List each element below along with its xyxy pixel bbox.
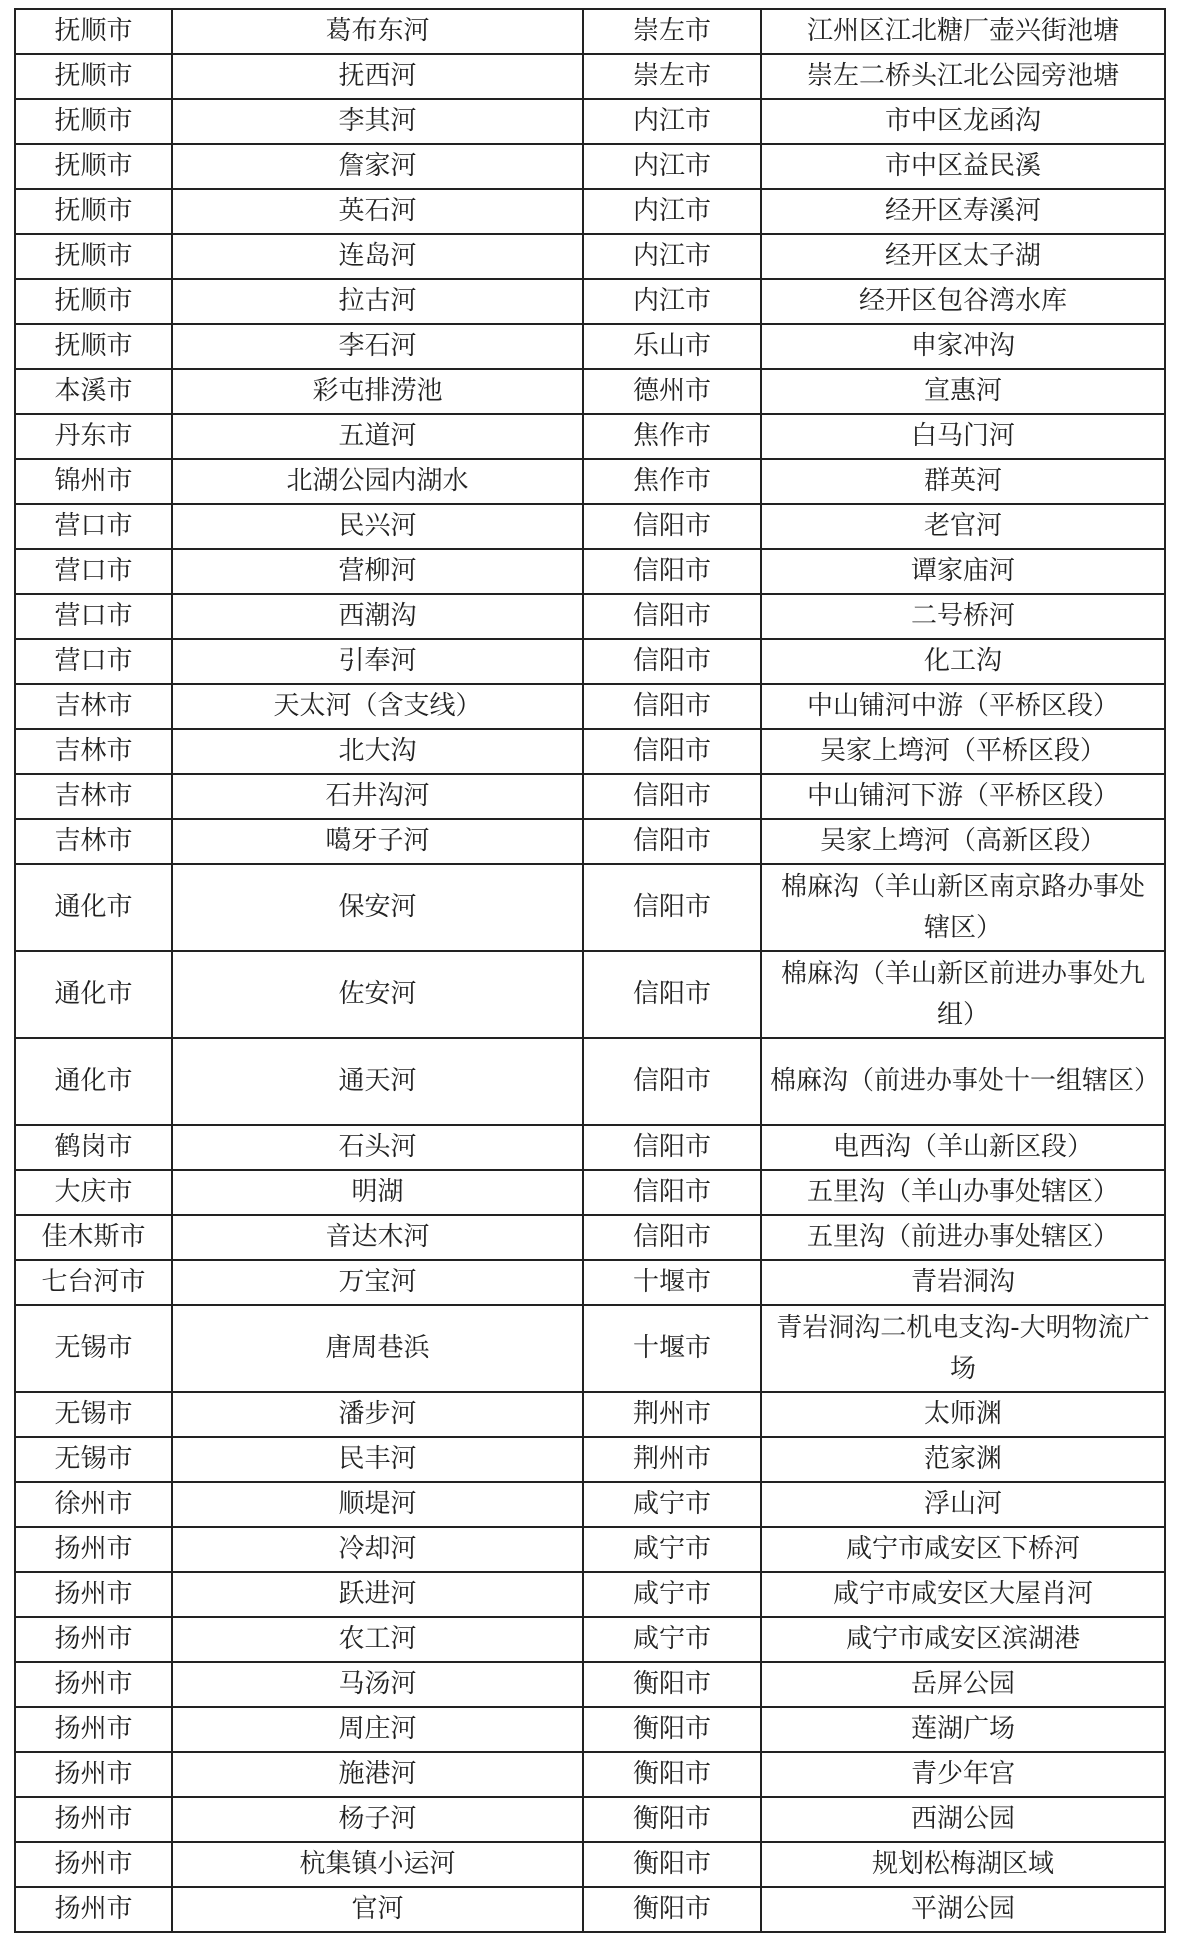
- city-cell: 大庆市: [15, 1170, 172, 1215]
- table-row: [15, 144, 1165, 189]
- city-cell: 扬州市: [15, 1842, 172, 1887]
- table-row: [15, 864, 1165, 951]
- river-cell: 经开区太子湖: [761, 234, 1165, 279]
- table-body: [15, 9, 1165, 1932]
- river-cell: 石头河: [172, 1125, 583, 1170]
- table-row: [15, 819, 1165, 864]
- river-cell: 唐周巷浜: [172, 1305, 583, 1392]
- city-cell: 无锡市: [15, 1305, 172, 1392]
- city-cell: 咸宁市: [583, 1527, 761, 1572]
- river-cell: 李石河: [172, 324, 583, 369]
- city-cell: 内江市: [583, 99, 761, 144]
- table-row: [15, 414, 1165, 459]
- table-row: [15, 1125, 1165, 1170]
- city-cell: 衡阳市: [583, 1887, 761, 1932]
- city-cell: 抚顺市: [15, 99, 172, 144]
- city-cell: 丹东市: [15, 414, 172, 459]
- river-cell: 杭集镇小运河: [172, 1842, 583, 1887]
- city-cell: 鹤岗市: [15, 1125, 172, 1170]
- table-row: [15, 951, 1165, 1038]
- river-cell: 莲湖广场: [761, 1707, 1165, 1752]
- river-cell: 北湖公园内湖水: [172, 459, 583, 504]
- city-cell: 德州市: [583, 369, 761, 414]
- city-cell: 信阳市: [583, 639, 761, 684]
- table-row: [15, 54, 1165, 99]
- river-cell: 保安河: [172, 864, 583, 951]
- table-row: [15, 189, 1165, 234]
- river-cell: 经开区寿溪河: [761, 189, 1165, 234]
- river-cell: 冷却河: [172, 1527, 583, 1572]
- city-cell: 扬州市: [15, 1572, 172, 1617]
- river-cell: 太师渊: [761, 1392, 1165, 1437]
- city-cell: 徐州市: [15, 1482, 172, 1527]
- city-cell: 衡阳市: [583, 1752, 761, 1797]
- table-row: [15, 1215, 1165, 1260]
- city-cell: 焦作市: [583, 414, 761, 459]
- city-cell: 衡阳市: [583, 1707, 761, 1752]
- city-cell: 十堰市: [583, 1260, 761, 1305]
- city-cell: 营口市: [15, 549, 172, 594]
- river-cell: 农工河: [172, 1617, 583, 1662]
- city-cell: 抚顺市: [15, 189, 172, 234]
- river-cell: 杨子河: [172, 1797, 583, 1842]
- table-row: [15, 1707, 1165, 1752]
- river-cell: 规划松梅湖区域: [761, 1842, 1165, 1887]
- city-cell: 信阳市: [583, 819, 761, 864]
- table-row: [15, 504, 1165, 549]
- city-cell: 衡阳市: [583, 1797, 761, 1842]
- city-cell: 营口市: [15, 504, 172, 549]
- river-cell: 申家冲沟: [761, 324, 1165, 369]
- city-cell: 十堰市: [583, 1305, 761, 1392]
- river-cell: 吴家上塆河（高新区段）: [761, 819, 1165, 864]
- city-cell: 信阳市: [583, 1170, 761, 1215]
- table-row: [15, 369, 1165, 414]
- river-cell: 咸宁市咸安区大屋肖河: [761, 1572, 1165, 1617]
- city-cell: 信阳市: [583, 864, 761, 951]
- city-cell: 信阳市: [583, 729, 761, 774]
- river-cell: 彩屯排涝池: [172, 369, 583, 414]
- table-row: [15, 1260, 1165, 1305]
- city-cell: 吉林市: [15, 684, 172, 729]
- city-cell: 焦作市: [583, 459, 761, 504]
- city-cell: 信阳市: [583, 1125, 761, 1170]
- river-cell: 中山铺河中游（平桥区段）: [761, 684, 1165, 729]
- table-row: [15, 1887, 1165, 1932]
- document-page: [14, 8, 1166, 1933]
- city-cell: 咸宁市: [583, 1617, 761, 1662]
- river-list-table: [14, 8, 1166, 1933]
- city-cell: 抚顺市: [15, 9, 172, 54]
- river-cell: 棉麻沟（羊山新区南京路办事处辖区）: [761, 864, 1165, 951]
- river-cell: 五里沟（前进办事处辖区）: [761, 1215, 1165, 1260]
- river-cell: 青岩洞沟二机电支沟-大明物流广场: [761, 1305, 1165, 1392]
- river-cell: 岳屏公园: [761, 1662, 1165, 1707]
- city-cell: 衡阳市: [583, 1662, 761, 1707]
- river-cell: 佐安河: [172, 951, 583, 1038]
- city-cell: 信阳市: [583, 774, 761, 819]
- river-cell: 棉麻沟（前进办事处十一组辖区）: [761, 1038, 1165, 1125]
- table-row: [15, 729, 1165, 774]
- city-cell: 无锡市: [15, 1437, 172, 1482]
- table-row: [15, 1038, 1165, 1125]
- river-cell: 李其河: [172, 99, 583, 144]
- river-cell: 官河: [172, 1887, 583, 1932]
- table-row: [15, 324, 1165, 369]
- city-cell: 佳木斯市: [15, 1215, 172, 1260]
- river-cell: 通天河: [172, 1038, 583, 1125]
- river-cell: 石井沟河: [172, 774, 583, 819]
- city-cell: 吉林市: [15, 729, 172, 774]
- river-cell: 明湖: [172, 1170, 583, 1215]
- river-cell: 浮山河: [761, 1482, 1165, 1527]
- city-cell: 信阳市: [583, 549, 761, 594]
- river-cell: 西潮沟: [172, 594, 583, 639]
- river-cell: 咸宁市咸安区滨湖港: [761, 1617, 1165, 1662]
- city-cell: 信阳市: [583, 951, 761, 1038]
- city-cell: 本溪市: [15, 369, 172, 414]
- river-cell: 葛布东河: [172, 9, 583, 54]
- city-cell: 内江市: [583, 234, 761, 279]
- river-cell: 西湖公园: [761, 1797, 1165, 1842]
- table-row: [15, 234, 1165, 279]
- river-cell: 白马门河: [761, 414, 1165, 459]
- river-cell: 二号桥河: [761, 594, 1165, 639]
- river-cell: 电西沟（羊山新区段）: [761, 1125, 1165, 1170]
- city-cell: 荆州市: [583, 1392, 761, 1437]
- river-cell: 北大沟: [172, 729, 583, 774]
- city-cell: 吉林市: [15, 774, 172, 819]
- river-cell: 连岛河: [172, 234, 583, 279]
- river-cell: 马汤河: [172, 1662, 583, 1707]
- river-cell: 周庄河: [172, 1707, 583, 1752]
- river-cell: 跃进河: [172, 1572, 583, 1617]
- table-row: [15, 459, 1165, 504]
- city-cell: 内江市: [583, 144, 761, 189]
- river-cell: 顺堤河: [172, 1482, 583, 1527]
- table-row: [15, 1392, 1165, 1437]
- river-cell: 群英河: [761, 459, 1165, 504]
- city-cell: 信阳市: [583, 594, 761, 639]
- river-cell: 市中区龙函沟: [761, 99, 1165, 144]
- city-cell: 营口市: [15, 594, 172, 639]
- table-row: [15, 279, 1165, 324]
- city-cell: 抚顺市: [15, 144, 172, 189]
- river-cell: 万宝河: [172, 1260, 583, 1305]
- river-cell: 施港河: [172, 1752, 583, 1797]
- table-row: [15, 549, 1165, 594]
- table-row: [15, 1662, 1165, 1707]
- river-cell: 谭家庙河: [761, 549, 1165, 594]
- river-cell: 中山铺河下游（平桥区段）: [761, 774, 1165, 819]
- river-cell: 老官河: [761, 504, 1165, 549]
- river-cell: 咸宁市咸安区下桥河: [761, 1527, 1165, 1572]
- table-row: [15, 1437, 1165, 1482]
- river-cell: 天太河（含支线）: [172, 684, 583, 729]
- city-cell: 扬州市: [15, 1707, 172, 1752]
- river-cell: 五里沟（羊山办事处辖区）: [761, 1170, 1165, 1215]
- city-cell: 信阳市: [583, 504, 761, 549]
- river-cell: 詹家河: [172, 144, 583, 189]
- river-cell: 营柳河: [172, 549, 583, 594]
- city-cell: 信阳市: [583, 1038, 761, 1125]
- city-cell: 内江市: [583, 279, 761, 324]
- river-cell: 抚西河: [172, 54, 583, 99]
- city-cell: 扬州市: [15, 1887, 172, 1932]
- city-cell: 扬州市: [15, 1617, 172, 1662]
- river-cell: 民兴河: [172, 504, 583, 549]
- city-cell: 吉林市: [15, 819, 172, 864]
- river-cell: 宣惠河: [761, 369, 1165, 414]
- table-row: [15, 99, 1165, 144]
- river-cell: 平湖公园: [761, 1887, 1165, 1932]
- river-cell: 吴家上塆河（平桥区段）: [761, 729, 1165, 774]
- river-cell: 崇左二桥头江北公园旁池塘: [761, 54, 1165, 99]
- river-cell: 化工沟: [761, 639, 1165, 684]
- river-cell: 拉古河: [172, 279, 583, 324]
- city-cell: 崇左市: [583, 54, 761, 99]
- river-cell: 音达木河: [172, 1215, 583, 1260]
- city-cell: 荆州市: [583, 1437, 761, 1482]
- city-cell: 扬州市: [15, 1752, 172, 1797]
- city-cell: 抚顺市: [15, 234, 172, 279]
- city-cell: 抚顺市: [15, 324, 172, 369]
- river-cell: 引奉河: [172, 639, 583, 684]
- table-row: [15, 594, 1165, 639]
- city-cell: 衡阳市: [583, 1842, 761, 1887]
- city-cell: 通化市: [15, 1038, 172, 1125]
- table-row: [15, 1842, 1165, 1887]
- table-row: [15, 1170, 1165, 1215]
- table-row: [15, 1797, 1165, 1842]
- city-cell: 信阳市: [583, 1215, 761, 1260]
- city-cell: 通化市: [15, 951, 172, 1038]
- river-cell: 江州区江北糖厂壶兴街池塘: [761, 9, 1165, 54]
- city-cell: 抚顺市: [15, 279, 172, 324]
- river-cell: 棉麻沟（羊山新区前进办事处九组）: [761, 951, 1165, 1038]
- city-cell: 扬州市: [15, 1662, 172, 1707]
- river-cell: 市中区益民溪: [761, 144, 1165, 189]
- city-cell: 乐山市: [583, 324, 761, 369]
- river-cell: 英石河: [172, 189, 583, 234]
- table-row: [15, 9, 1165, 54]
- city-cell: 无锡市: [15, 1392, 172, 1437]
- river-cell: 五道河: [172, 414, 583, 459]
- river-cell: 青少年宫: [761, 1752, 1165, 1797]
- city-cell: 通化市: [15, 864, 172, 951]
- table-row: [15, 774, 1165, 819]
- city-cell: 抚顺市: [15, 54, 172, 99]
- table-row: [15, 1752, 1165, 1797]
- city-cell: 信阳市: [583, 684, 761, 729]
- city-cell: 七台河市: [15, 1260, 172, 1305]
- table-row: [15, 1305, 1165, 1392]
- table-row: [15, 1617, 1165, 1662]
- table-row: [15, 639, 1165, 684]
- city-cell: 扬州市: [15, 1797, 172, 1842]
- river-cell: 民丰河: [172, 1437, 583, 1482]
- city-cell: 营口市: [15, 639, 172, 684]
- city-cell: 锦州市: [15, 459, 172, 504]
- city-cell: 咸宁市: [583, 1482, 761, 1527]
- city-cell: 扬州市: [15, 1527, 172, 1572]
- table-row: [15, 1482, 1165, 1527]
- table-row: [15, 1527, 1165, 1572]
- river-cell: 经开区包谷湾水库: [761, 279, 1165, 324]
- river-cell: 噶牙子河: [172, 819, 583, 864]
- city-cell: 咸宁市: [583, 1572, 761, 1617]
- river-cell: 潘步河: [172, 1392, 583, 1437]
- city-cell: 内江市: [583, 189, 761, 234]
- table-row: [15, 684, 1165, 729]
- city-cell: 崇左市: [583, 9, 761, 54]
- river-cell: 范家渊: [761, 1437, 1165, 1482]
- river-cell: 青岩洞沟: [761, 1260, 1165, 1305]
- table-row: [15, 1572, 1165, 1617]
